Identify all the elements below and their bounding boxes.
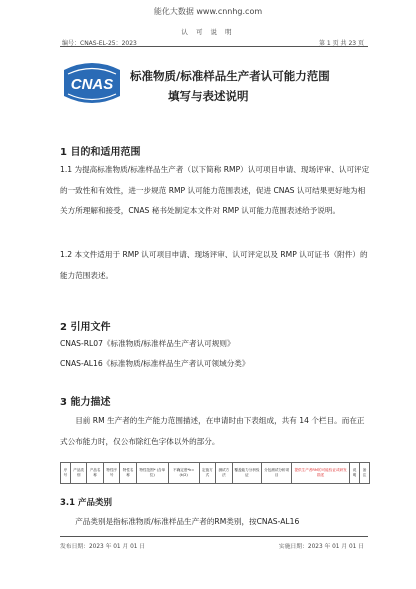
table-header-cell: 提供生产者RM的可能验证或研发描述 (292, 463, 350, 484)
section-1-heading: 1 目的和适用范围 (60, 147, 141, 158)
table-header-cell: 说明 (350, 463, 360, 484)
title-line-2: 填写与表述说明 (168, 89, 249, 103)
table-header-cell: 产品名称 (87, 463, 104, 484)
watermark: 能化大数据 www.cnnhg.com (153, 7, 263, 16)
table-header-cell: 特性范围* (含单位) (136, 463, 168, 484)
header-divider (60, 46, 368, 47)
reference-1: CNAS-RL07《标准物质/标准样品生产者认可规则》 (60, 339, 235, 348)
table-header-cell: 测试方法 (216, 463, 233, 484)
section-3-1-paragraph: 产品类别是指标准物质/标准样品生产者的RM类别，按CNAS-AL16 (75, 517, 300, 526)
section-1-1-paragraph: 1.1 为提高标准物质/标准样品生产者（以下简称 RMP）认可项目申请、现场评审、认可评定的一致性和有效性，进一步规范 RMP 认可能力范围表述，促进 CNAS 认可结果更好地为相关方所理解和接受，CNAS 秘书处制定本文件对 RMP 认可能力范围表述给予说明。 (60, 165, 370, 215)
section-1-2-paragraph: 1.2 本文件适用于 RMP 认可项目申请、现场评审、认可评定以及 RMP 认可证书（附件）的能力范围表述。 (60, 250, 368, 280)
table-header-cell: 特性名称 (120, 463, 137, 484)
table-header-cell: 备注 (360, 463, 370, 484)
section-3-paragraph: 目前 RM 生产者的生产能力范围描述，在申请时由下表组成，共有 14 个栏目。而在正式公布能力时，仅公布除红色字体以外的部分。 (60, 416, 365, 446)
capability-fields-table (60, 462, 370, 484)
table-header-cell: 特性序号 (103, 463, 120, 484)
document-code: 编号：CNAS-EL-25：2023 (62, 40, 137, 47)
table-header-cell: 序号 (61, 463, 71, 484)
table-header-cell: 产品类别 (70, 463, 87, 484)
issue-date: 发布日期：2023 年 01 月 01 日 (60, 544, 146, 550)
section-3-heading: 3 能力描述 (60, 397, 111, 408)
section-3-1-heading: 3.1 产品类别 (60, 498, 113, 508)
table-header-cell: 覆盖能力分析验证 (232, 463, 262, 484)
table-header-row (61, 463, 370, 484)
effective-date: 实施日期：2023 年 01 月 01 日 (278, 544, 364, 550)
table-header-cell: 分包测试分析项目 (262, 463, 292, 484)
page-number: 第 1 页 共 23 页 (319, 40, 364, 47)
section-2-heading: 2 引用文件 (60, 322, 111, 333)
cnas-logo (58, 60, 126, 108)
footer-divider (60, 536, 368, 537)
table-header-cell: 不确定度*k=(k/2) (168, 463, 199, 484)
table-header-cell: 定值方式 (199, 463, 216, 484)
document-type: 认 可 说 明 (181, 28, 235, 36)
reference-2: CNAS-AL16《标准物质/标准样品生产者认可领域分类》 (60, 359, 250, 368)
title-line-1: 标准物质/标准样品生产者认可能力范围 (130, 69, 330, 83)
svg-text:CNAS: CNAS (70, 76, 114, 93)
